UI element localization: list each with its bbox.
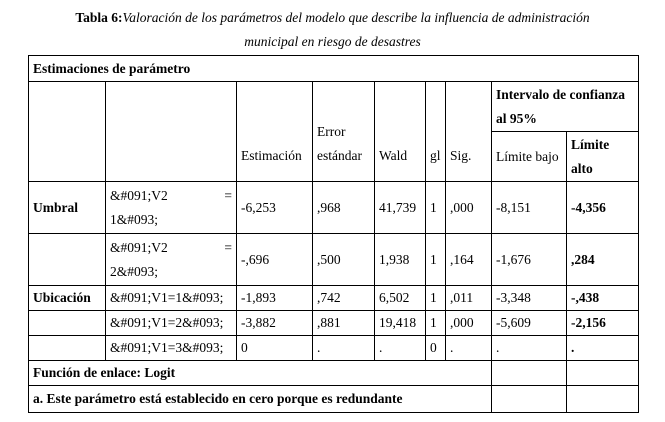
table-caption xyxy=(0,6,665,54)
row-variable xyxy=(106,182,237,234)
table-row xyxy=(29,286,639,311)
footer-empty-3 xyxy=(492,386,567,413)
row-limite-bajo: -5,609 xyxy=(492,311,567,336)
row-limite-bajo: -8,151 xyxy=(492,182,567,234)
row-variable-a: &#091;V2 xyxy=(110,239,168,255)
header-empty-5 xyxy=(375,82,426,132)
header-limite-bajo: Límite bajo xyxy=(492,132,567,182)
row-sig: ,000 xyxy=(446,182,492,234)
header-empty-2 xyxy=(106,82,237,132)
row-variable-b: 2&#093; xyxy=(110,263,159,279)
row-limite-alto: -,438 xyxy=(567,286,639,311)
row-variable-eq: = xyxy=(224,239,232,255)
footer-note: a. Este parámetro está establecido en cero porque es redundante xyxy=(29,386,492,413)
row-group xyxy=(29,234,106,286)
row-variable: &#091;V1=1&#093; xyxy=(106,286,237,311)
row-limite-alto: . xyxy=(567,336,639,361)
footer-link-row xyxy=(29,361,639,386)
row-limite-bajo: -3,348 xyxy=(492,286,567,311)
row-limite-bajo: -1,676 xyxy=(492,234,567,286)
row-variable: &#091;V1=3&#093; xyxy=(106,336,237,361)
header-empty-7 xyxy=(446,82,492,132)
row-limite-alto: -2,156 xyxy=(567,311,639,336)
row-gl: 1 xyxy=(426,286,446,311)
row-variable: &#091;V1=2&#093; xyxy=(106,311,237,336)
row-gl: 1 xyxy=(426,234,446,286)
row-limite-alto: -4,356 xyxy=(567,182,639,234)
row-error: . xyxy=(313,336,375,361)
caption-label: Tabla 6: xyxy=(75,10,123,25)
row-estimacion: -1,893 xyxy=(237,286,313,311)
header-empty-1 xyxy=(29,82,106,132)
row-sig: . xyxy=(446,336,492,361)
footer-note-row xyxy=(29,386,639,413)
row-gl: 1 xyxy=(426,311,446,336)
row-error: ,968 xyxy=(313,182,375,234)
footer-empty-1 xyxy=(492,361,567,386)
footer-empty-4 xyxy=(567,386,639,413)
row-variable xyxy=(106,234,237,286)
row-error: ,500 xyxy=(313,234,375,286)
row-gl: 1 xyxy=(426,182,446,234)
header-wald: Wald xyxy=(375,132,426,182)
row-sig: ,011 xyxy=(446,286,492,311)
row-error: ,742 xyxy=(313,286,375,311)
header-empty-3 xyxy=(237,82,313,132)
table-row xyxy=(29,311,639,336)
row-estimacion: -,696 xyxy=(237,234,313,286)
row-wald: 1,938 xyxy=(375,234,426,286)
row-group xyxy=(29,311,106,336)
caption-text-line2: municipal en riesgo de desastres xyxy=(244,34,421,49)
table-row xyxy=(29,234,639,286)
row-estimacion: 0 xyxy=(237,336,313,361)
row-group: Ubicación xyxy=(29,286,106,311)
row-estimacion: -3,882 xyxy=(237,311,313,336)
row-sig: ,164 xyxy=(446,234,492,286)
row-group: Umbral xyxy=(29,182,106,234)
header-empty-6 xyxy=(426,82,446,132)
header-sig: Sig. xyxy=(446,132,492,182)
header-limite-alto: Límite alto xyxy=(567,132,639,182)
header-interval-group: Intervalo de confianza al 95% xyxy=(492,82,639,132)
footer-empty-2 xyxy=(567,361,639,386)
row-error: ,881 xyxy=(313,311,375,336)
row-estimacion: -6,253 xyxy=(237,182,313,234)
table-row xyxy=(29,182,639,234)
header-blank-b xyxy=(106,132,237,182)
caption-text-line1: Valoración de los parámetros del modelo que describe la influencia de administración xyxy=(122,10,590,25)
row-limite-bajo: . xyxy=(492,336,567,361)
header-error: Error estándar xyxy=(313,120,375,170)
section-title: Estimaciones de parámetro xyxy=(29,56,639,82)
row-variable-eq: = xyxy=(224,187,232,203)
row-variable-a: &#091;V2 xyxy=(110,187,168,203)
header-blank-a xyxy=(29,132,106,182)
row-group xyxy=(29,336,106,361)
parameter-estimates-table xyxy=(28,55,639,413)
row-variable-b: 1&#093; xyxy=(110,211,159,227)
row-gl: 0 xyxy=(426,336,446,361)
row-sig: ,000 xyxy=(446,311,492,336)
row-wald: . xyxy=(375,336,426,361)
row-wald: 19,418 xyxy=(375,311,426,336)
row-wald: 6,502 xyxy=(375,286,426,311)
header-estimacion: Estimación xyxy=(237,132,313,182)
row-wald: 41,739 xyxy=(375,182,426,234)
footer-link-function: Función de enlace: Logit xyxy=(29,361,492,386)
header-row-2 xyxy=(29,132,639,182)
header-gl: gl xyxy=(426,132,446,182)
row-limite-alto: ,284 xyxy=(567,234,639,286)
table-row xyxy=(29,336,639,361)
section-title-row xyxy=(29,56,639,82)
